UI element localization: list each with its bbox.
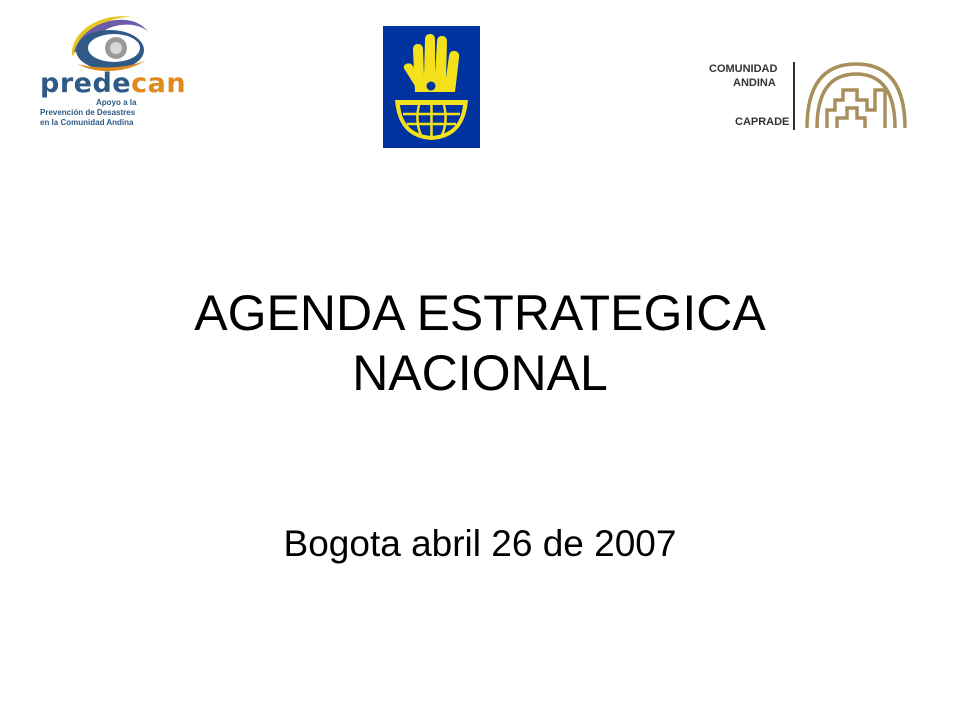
slide-title xyxy=(60,283,900,403)
comunidad-andina-logo xyxy=(705,60,915,132)
predecan-tagline-1: Apoyo a la xyxy=(96,98,137,107)
can-logo-divider xyxy=(793,62,795,130)
slide-title-line-2: NACIONAL xyxy=(352,345,608,401)
predecan-tagline-3: en la Comunidad Andina xyxy=(40,118,134,127)
hand-globe-emblem-logo xyxy=(383,26,480,148)
can-logo-line-3: CAPRADE xyxy=(735,116,790,128)
predecan-logo xyxy=(34,8,194,133)
predecan-wordmark: predecan xyxy=(40,68,187,99)
can-logo-line-2: ANDINA xyxy=(733,77,776,89)
andean-step-arch-icon xyxy=(801,60,911,130)
can-logo-line-1: COMUNIDAD xyxy=(709,63,778,75)
hand-globe-emblem-icon xyxy=(383,26,480,148)
slide-title-line-1: AGENDA ESTRATEGICA xyxy=(194,285,766,341)
predecan-tagline-2: Prevención de Desastres xyxy=(40,108,136,117)
slide-subtitle: Bogota abril 26 de 2007 xyxy=(283,523,677,564)
